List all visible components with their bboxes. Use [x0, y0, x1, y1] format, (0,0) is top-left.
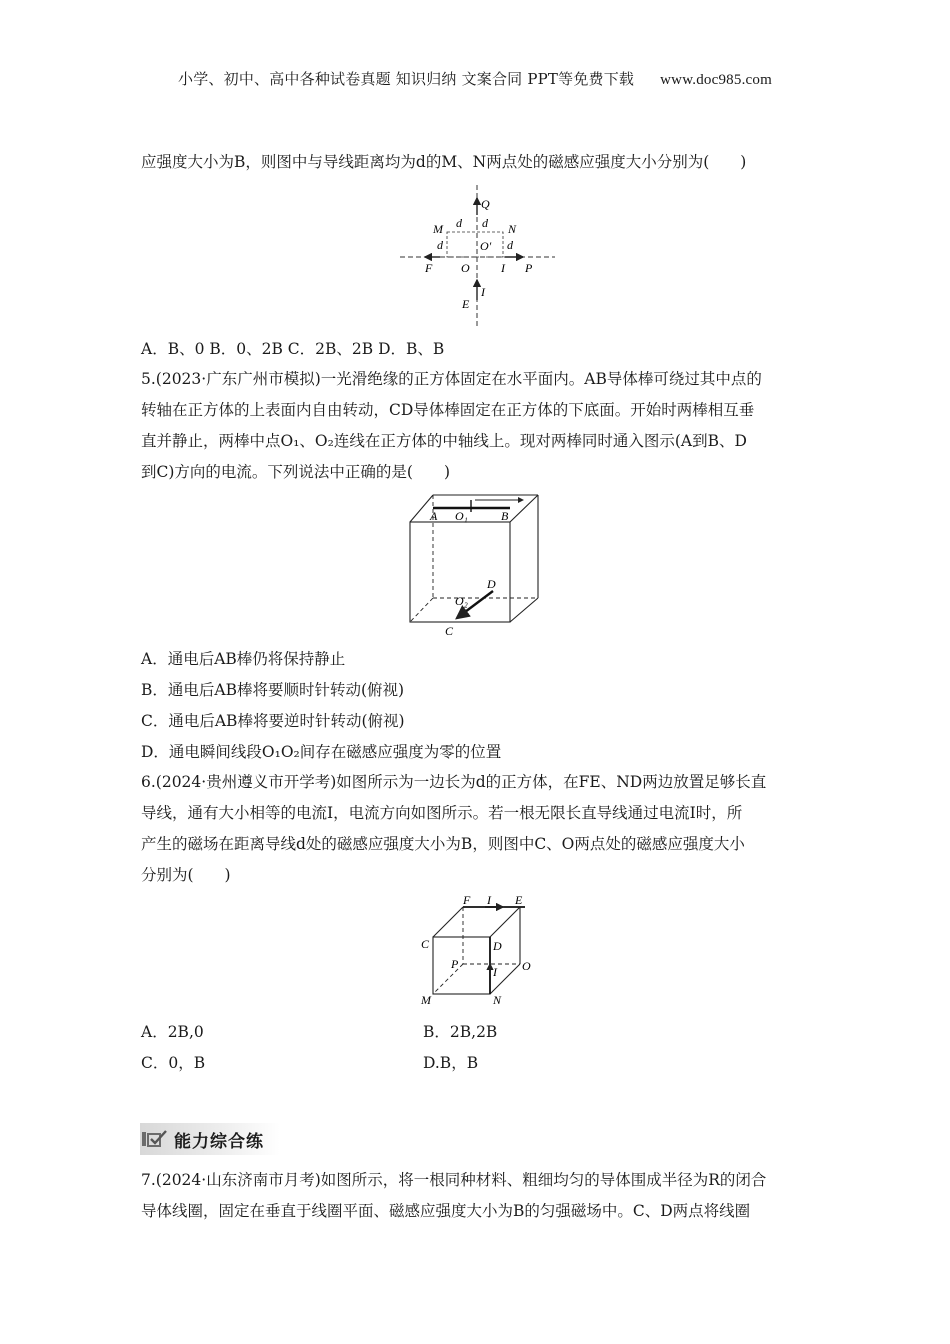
- section-title: 能力综合练: [174, 1132, 264, 1152]
- q5-cube-figure: [405, 490, 550, 640]
- q4-label-Q: Q: [481, 197, 490, 211]
- q4-label-I-right: I: [501, 261, 505, 275]
- q4-label-d-top-right: d: [482, 216, 488, 230]
- q6-label-O: O: [522, 959, 531, 973]
- q4-label-O-prime: O′: [480, 239, 492, 253]
- q4-label-d-top-left: d: [456, 216, 462, 230]
- q5-option-d: D．通电瞬间线段O₁O₂间存在磁感应强度为零的位置: [141, 743, 502, 761]
- q7-line-1: 7.(2024·山东济南市月考)如图所示，将一根同种材料、粗细均匀的导体围成半径为R的闭合: [141, 1171, 767, 1189]
- q6-line-4: 分别为( ): [141, 866, 231, 884]
- q6-option-b: B．2B,2B: [423, 1023, 498, 1041]
- q6-label-P: P: [451, 957, 459, 971]
- q6-label-C: C: [421, 937, 430, 951]
- q4-label-M: M: [433, 222, 443, 236]
- q4-label-O: O: [461, 261, 470, 275]
- q4-figure: [395, 180, 560, 330]
- q4-label-E: E: [462, 297, 470, 311]
- q6-label-I-mid: I: [493, 965, 497, 979]
- q6-option-d: D.B，B: [423, 1054, 479, 1072]
- q5-label-B: B: [501, 509, 509, 523]
- page-header: [0, 68, 950, 89]
- q6-label-N: N: [493, 993, 502, 1007]
- q6-label-F: F: [463, 893, 471, 907]
- q7-line-2: 导体线圈，固定在垂直于线圈平面、磁感应强度大小为B的匀强磁场中。C、D两点将线圈: [141, 1202, 751, 1220]
- q5-label-D: D: [487, 577, 496, 591]
- check-icon: [142, 1130, 168, 1148]
- q6-line-2: 导线，通有大小相等的电流I，电流方向如图所示。若一根无限长直导线通过电流I时，所: [141, 804, 743, 822]
- q6-cube-figure: [415, 892, 545, 1010]
- q4-label-d-right: d: [507, 238, 513, 252]
- q4-label-P: P: [525, 261, 533, 275]
- q4-label-I-bottom: I: [481, 285, 485, 299]
- q6-label-M: M: [421, 993, 431, 1007]
- q4-label-d-left: d: [437, 238, 443, 252]
- q5-line-1: 5.(2023·广东广州市模拟)一光滑绝缘的正方体固定在水平面内。AB导体棒可绕过其中点的: [141, 370, 762, 388]
- q5-label-A: A: [430, 509, 438, 523]
- header-url[interactable]: www.doc985.com: [660, 72, 772, 88]
- q6-option-c: C．0，B: [141, 1054, 206, 1072]
- q4-label-F: F: [425, 261, 433, 275]
- q6-option-a: A．2B,0: [141, 1023, 204, 1041]
- q6-label-E: E: [515, 893, 523, 907]
- q5-label-C: C: [445, 624, 454, 638]
- q5-line-3: 直并静止，两棒中点O₁、O₂连线在正方体的中轴线上。现对两棒同时通入图示(A到B、D: [141, 432, 747, 450]
- q5-line-4: 到C)方向的电流。下列说法中正确的是( ): [141, 463, 451, 481]
- q6-line-3: 产生的磁场在距离导线d处的磁感应强度大小为B，则图中C、O两点处的磁感应强度大小: [141, 835, 745, 853]
- q4-stem: 应强度大小为B，则图中与导线距离均为d的M、N两点处的磁感应强度大小分别为( ): [141, 153, 747, 171]
- q6-label-D: D: [493, 939, 502, 953]
- q5-line-2: 转轴在正方体的上表面内自由转动，CD导体棒固定在正方体的下底面。开始时两棒相互垂: [141, 401, 755, 419]
- q6-label-I-top: I: [487, 893, 491, 907]
- q5-option-a: A．通电后AB棒仍将保持静止: [141, 650, 346, 668]
- q5-option-b: B．通电后AB棒将要顺时针转动(俯视): [141, 681, 405, 699]
- q6-line-1: 6.(2024·贵州遵义市开学考)如图所示为一边长为d的正方体，在FE、ND两边放置足够长直: [141, 773, 767, 791]
- q5-label-O2: O₂: [455, 594, 468, 608]
- q5-label-O1: O₁: [455, 509, 468, 523]
- q4-options: A．B、0 B．0、2B C．2B、2B D．B、B: [141, 340, 445, 358]
- header-text: 小学、初中、高中各种试卷真题 知识归纳 文案合同 PPT等免费下载: [178, 70, 635, 88]
- q5-option-c: C．通电后AB棒将要逆时针转动(俯视): [141, 712, 405, 730]
- q4-label-N: N: [508, 222, 517, 236]
